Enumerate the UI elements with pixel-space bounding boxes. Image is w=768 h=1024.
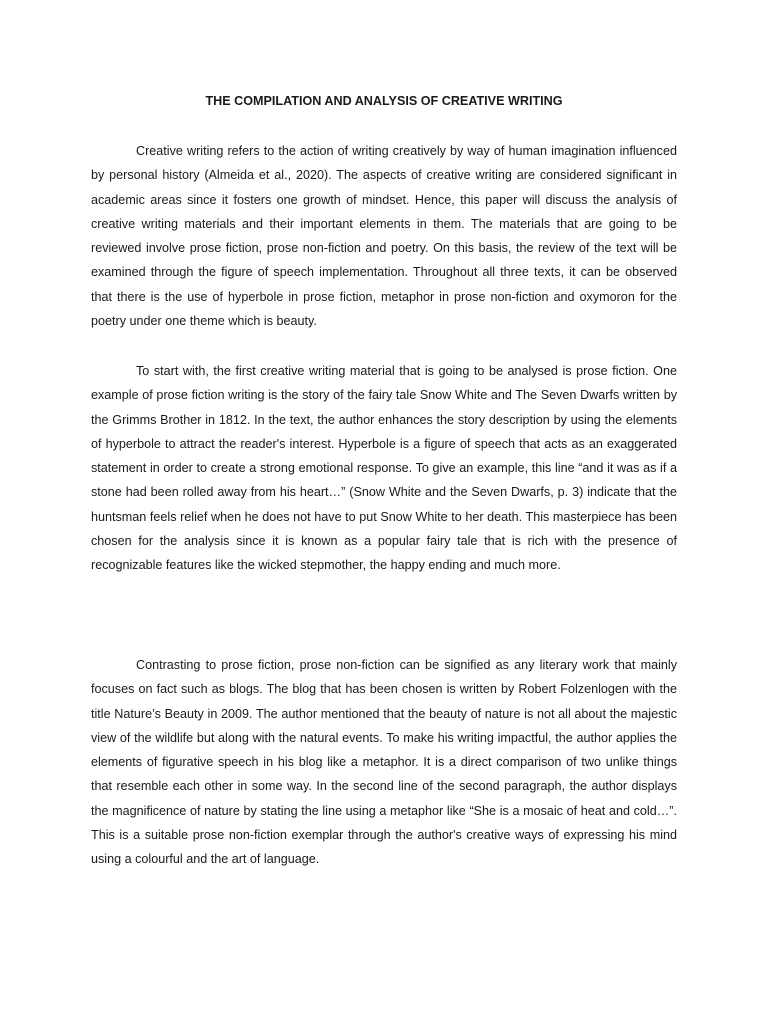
paragraph-introduction: Creative writing refers to the action of writing creatively by way of human imagination influenced by personal history (Almeida et al., 2020). The aspects of creative writing are considered significant in academic areas since it fosters one growth of mindset. Hence, this paper will discuss the analysis of creative writing materials and their important elements in them. The materials that are going to be reviewed involve prose fiction, prose non-fiction and poetry. On this basis, the review of the text will be examined through the figure of speech implementation. Throughout all three texts, it can be observed that there is the use of hyperbole in prose fiction, metaphor in prose non-fiction and oxymoron for the poetry under one theme which is beauty. bbox=[91, 144, 677, 329]
paragraph-prose-fiction: To start with, the first creative writing material that is going to be analysed is prose fiction. One example of prose fiction writing is the story of the fairy tale Snow White and The Seven Dwarfs written by the Grimms Brother in 1812. In the text, the author enhances the story description by using the elements of hyperbole to attract the reader's interest. Hyperbole is a figure of speech that acts as an exaggerated statement in order to create a strong emotional response. To give an example, this line “and it was as if a stone had been rolled away from his heart…” (Snow White and the Seven Dwarfs, p. 3) indicate that the huntsman feels relief when he does not have to put Snow White to her death. This masterpiece has been chosen for the analysis since it is known as a popular fairy tale that is rich with the presence of recognizable features like the wicked stepmother, the happy ending and much more. bbox=[91, 364, 677, 573]
document-title: THE COMPILATION AND ANALYSIS OF CREATIVE WRITING bbox=[205, 94, 563, 108]
paragraph-prose-non-fiction: Contrasting to prose fiction, prose non-fiction can be signified as any literary work that mainly focuses on fact such as blogs. The blog that has been chosen is written by Robert Folzenlogen with the title Nature’s Beauty in 2009. The author mentioned that the beauty of nature is not all about the majestic view of the wildlife but along with the natural events. To make his writing impactful, the author applies the elements of figurative speech in his blog like a metaphor. It is a direct comparison of two unlike things that resemble each other in some way. In the second line of the second paragraph, the author displays the magnificence of nature by stating the line using a metaphor like “She is a mosaic of heat and cold…”. This is a suitable prose non-fiction exemplar through the author's creative ways of expressing his mind using a colourful and the art of language. bbox=[91, 658, 677, 867]
